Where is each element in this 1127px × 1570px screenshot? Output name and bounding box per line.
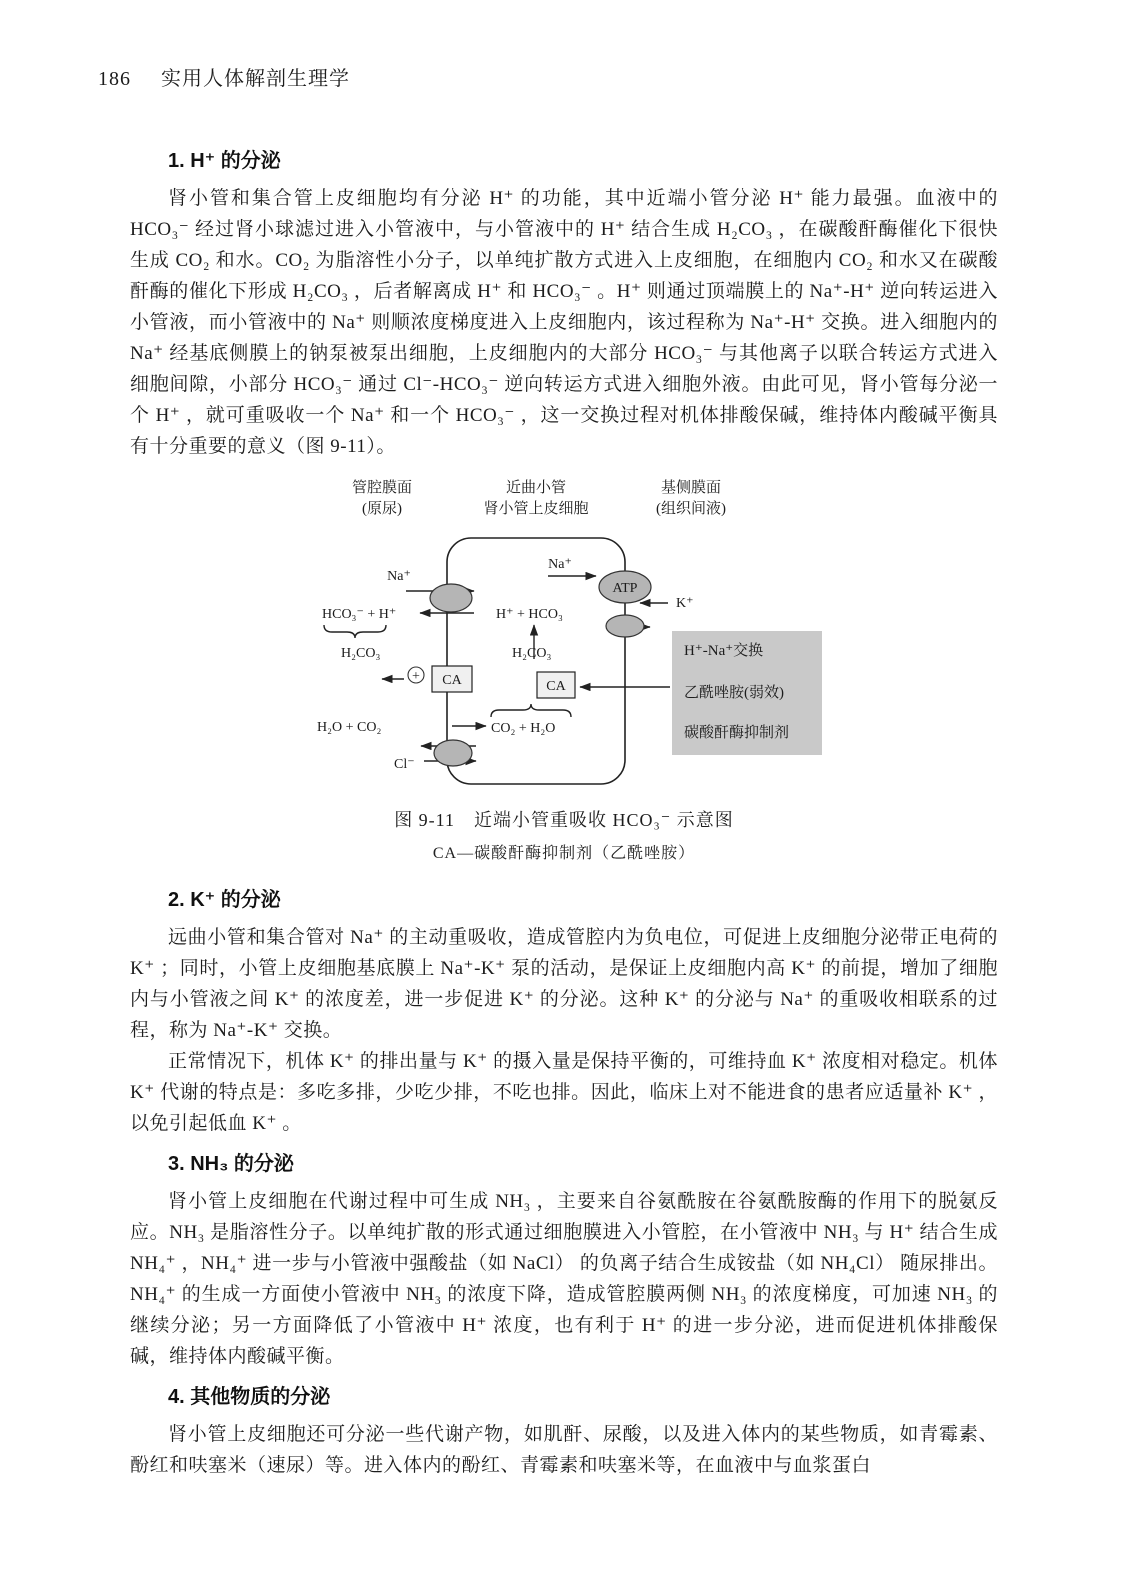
section-4-title: 4. 其他物质的分泌 <box>168 1386 331 1408</box>
page-content <box>130 148 998 1481</box>
book-title: 实用人体解剖生理学 <box>161 68 350 90</box>
label-atp: ATP <box>612 581 638 596</box>
label-lumen-fluid: (原尿) <box>362 501 402 517</box>
figure-9-11 <box>286 476 842 863</box>
section-2-paragraph-1: 远曲小管和集合管对 Na⁺ 的主动重吸收，造成管腔内为负电位，可促进上皮细胞分泌带正电荷的 K⁺ ；同时，小管上皮细胞基底膜上 Na⁺-K⁺ 泵的活动，是保证上皮细胞内高 K⁺ 的前提，增加了细胞内与小管液之间 K⁺ 的浓度差，进一步促进 K⁺ 的分泌。这种 K⁺ 的分泌与 Na⁺ 的重吸收相联系的过程，称为 Na⁺-K⁺ 交换。 <box>130 927 998 1041</box>
section-3-paragraph: 肾小管上皮细胞在代谢过程中可生成 NH₃ ，主要来自谷氨酰胺在谷氨酰胺酶的作用下的脱氨反应。NH₃ 是脂溶性分子。以单纯扩散的形式通过细胞膜进入小管腔，在小管液中 NH₃ 与 H⁺ 结合生成 NH₄⁺ ，NH₄⁺ 进一步与小管液中强酸盐（如 NaCl） 的负离子结合生成铵盐（如 NH₄Cl） 随尿排出。NH₄⁺ 的生成一方面使小管液中 NH₃ 的浓度下降，造成管腔膜两侧 NH₃ 的浓度梯度，可加速 NH₃ 的继续分泌；另一方面降低了小管液中 H⁺ 浓度，也有利于 H⁺ 的进一步分泌，进而促进机体排酸保碱，维持体内酸碱平衡。 <box>130 1191 998 1367</box>
cl-hco3-exchanger <box>434 740 472 766</box>
section-2-title: 2. K⁺ 的分泌 <box>168 889 281 911</box>
label-plus: + <box>412 669 420 684</box>
label-h2co3-lumen: H₂CO₃ <box>341 646 381 661</box>
label-h-plus-hco3: H⁺ + HCO₃ <box>496 607 563 622</box>
label-basolateral-membrane: 基侧膜面 <box>660 480 722 496</box>
label-cl: Cl⁻ <box>394 757 415 772</box>
label-ca-lumen: CA <box>442 673 462 688</box>
label-h2co3-cell: H₂CO₃ <box>512 646 552 661</box>
cell-membrane-outline <box>447 538 625 784</box>
section-4-paragraph: 肾小管上皮细胞还可分泌一些代谢产物，如肌酐、尿酸，以及进入体内的某些物质，如青霉素、酚红和呋塞米（速尿）等。进入体内的酚红、青霉素和呋塞米等，在血液中与血浆蛋白 <box>130 1424 998 1476</box>
brace-cell <box>491 704 571 717</box>
label-h-na-exchange: H⁺-Na⁺交换 <box>684 643 764 659</box>
label-co2-h2o: CO₂ + H₂O <box>491 721 556 736</box>
running-head <box>98 62 350 91</box>
hco3-cotransporter <box>606 615 644 637</box>
label-epithelial-cell: 肾小管上皮细胞 <box>483 501 589 517</box>
brace-lumen <box>324 625 386 638</box>
section-3-title: 3. NH₃ 的分泌 <box>168 1153 294 1175</box>
label-ca-inhibitor: 碳酸酐酶抑制剂 <box>684 725 790 741</box>
figure-subcaption: CA—碳酸酐酶抑制剂（乙酰唑胺） <box>432 845 696 862</box>
section-1-paragraph: 肾小管和集合管上皮细胞均有分泌 H⁺ 的功能，其中近端小管分泌 H⁺ 能力最强。血液中的 HCO₃⁻ 经过肾小球滤过进入小管液中，与小管液中的 H⁺ 结合生成 H₂CO₃ ，在碳酸酐酶催化下很快生成 CO₂ 和水。CO₂ 为脂溶性小分子，以单纯扩散方式进入上皮细胞，在细胞内 CO₂ 和水又在碳酸酐酶的催化下形成 H₂CO₃ ，后者解离成 H⁺ 和 HCO₃⁻ 。H⁺ 则通过顶端膜上的 Na⁺-H⁺ 逆向转运进入小管液，而小管液中的 Na⁺ 则顺浓度梯度进入上皮细胞内，该过程称为 Na⁺-H⁺ 交换。进入细胞内的 Na⁺ 经基底侧膜上的钠泵被泵出细胞，上皮细胞内的大部分 HCO₃⁻ 与其他离子以联合转运方式进入细胞间隙，小部分 HCO₃⁻ 通过 Cl⁻-HCO₃⁻ 逆向转运方式进入细胞外液。由此可见，肾小管每分泌一个 H⁺ ，就可重吸收一个 Na⁺ 和一个 HCO₃⁻ ，这一交换过程对机体排酸保碱，维持体内酸碱平衡具有十分重要的意义（图 9-11）。 <box>130 188 998 457</box>
label-hco3-plus-h: HCO₃⁻ + H⁺ <box>322 607 397 622</box>
figure-caption: 图 9-11 近端小管重吸收 HCO₃⁻ 示意图 <box>394 810 734 830</box>
label-lumen-membrane: 管腔膜面 <box>351 480 413 496</box>
figure-9-11-diagram <box>286 476 842 798</box>
label-h2o-co2: H₂O + CO₂ <box>317 720 382 735</box>
na-h-antiporter <box>430 584 472 612</box>
label-interstitial-fluid: (组织间液) <box>656 501 726 517</box>
page-number: 186 <box>98 68 131 90</box>
label-acetazolamide: 乙酰唑胺(弱效) <box>684 685 784 701</box>
section-1-title: 1. H⁺ 的分泌 <box>168 150 281 172</box>
label-proximal-tubule: 近曲小管 <box>505 480 567 496</box>
label-ca-cell: CA <box>546 679 566 694</box>
label-na-lumen: Na⁺ <box>387 569 411 584</box>
label-na-cell: Na⁺ <box>548 557 572 572</box>
label-k: K⁺ <box>676 596 694 611</box>
section-2-paragraph-2: 正常情况下，机体 K⁺ 的排出量与 K⁺ 的摄入量是保持平衡的，可维持血 K⁺ 浓度相对稳定。机体 K⁺ 代谢的特点是：多吃多排，少吃少排，不吃也排。因此，临床上对不能进食的患者应适量补 K⁺ ，以免引起低血 K⁺ 。 <box>130 1051 998 1134</box>
